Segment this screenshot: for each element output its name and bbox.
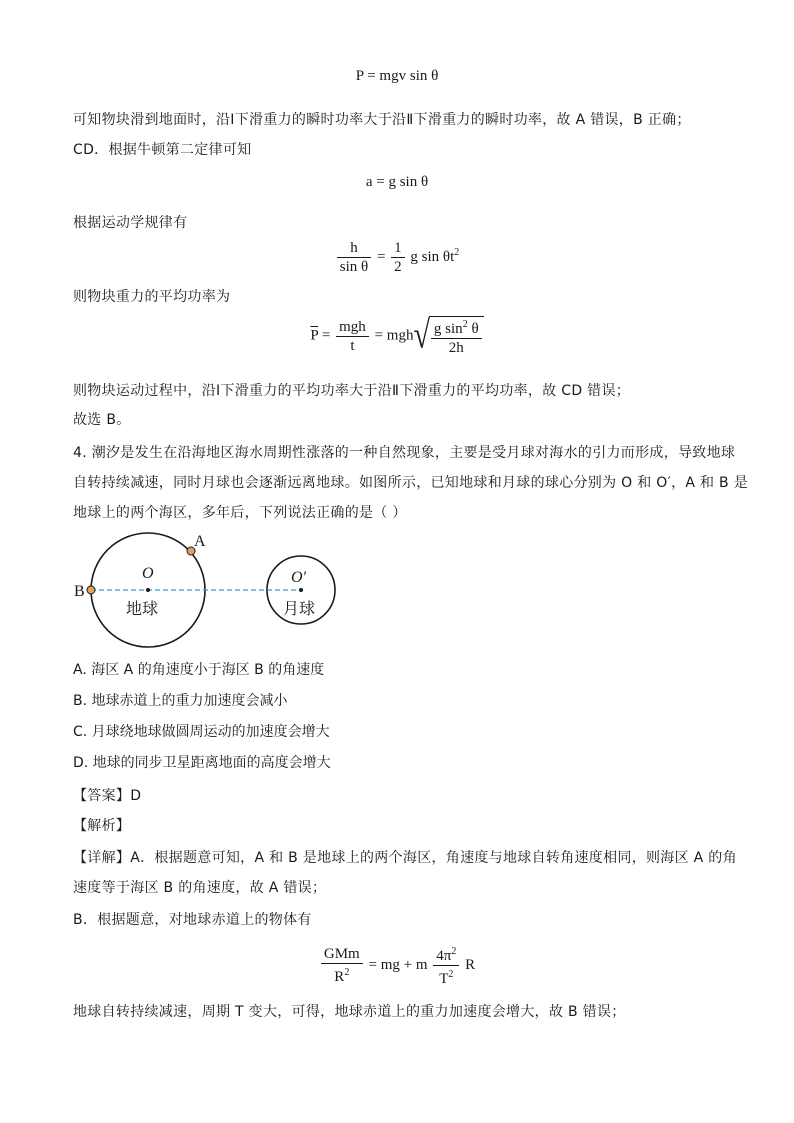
option-c: C. 月球绕地球做圆周运动的加速度会增大 xyxy=(73,724,330,740)
sea-area-b-marker xyxy=(87,586,95,594)
detail-line: 速度等于海区 B 的角速度，故 A 错误； xyxy=(73,880,327,896)
label-a: A xyxy=(194,533,206,550)
paragraph-line: 根据运动学规律有 xyxy=(73,215,188,231)
label-b: B xyxy=(74,583,85,600)
moon-center-dot xyxy=(299,588,303,592)
detail-line: 【详解】A．根据题意可知，A 和 B 是地球上的两个海区，角速度与地球自转角速度相同，则海区 A 的角 xyxy=(73,850,737,866)
equation-acceleration: a = g sin θ xyxy=(365,174,429,190)
option-b: B. 地球赤道上的重力加速度会减小 xyxy=(73,693,288,709)
option-d: D. 地球的同步卫星距离地面的高度会增大 xyxy=(73,755,331,771)
analysis-heading: 【解析】 xyxy=(73,818,131,834)
earth-center-dot xyxy=(146,588,150,592)
earth-moon-diagram xyxy=(66,528,356,653)
label-o-prime: O′ xyxy=(291,569,307,586)
equation-power: P = mgv sin θ xyxy=(355,68,439,84)
detail-line: 地球自转持续减速，周期 T 变大，可得，地球赤道上的重力加速度会增大，故 B 错误； xyxy=(73,1004,626,1020)
question-4-line: 地球上的两个海区，多年后，下列说法正确的是（ ） xyxy=(73,505,407,521)
question-4-line: 自转持续减速，同时月球也会逐渐远离地球。如图所示，已知地球和月球的球心分别为 O 和 O′，A 和 B 是 xyxy=(73,475,748,491)
equation-average-power: $\overline{P}$ = $\frac{\text{mgh}}{t}$ = mgh√ $\frac{g \sin^2 \theta}{2h}$ xyxy=(0,316,794,356)
label-earth: 地球 xyxy=(126,599,159,618)
equation-kinematics: $\frac{h}{\text{sin θ}}$ = $\frac{1}{2}$ g $\sin \theta t^2$ xyxy=(0,240,794,275)
paragraph-line: CD．根据牛顿第二定律可知 xyxy=(73,142,252,158)
paragraph-line: 则物块重力的平均功率为 xyxy=(73,289,231,305)
question-4-line: 4. 潮汐是发生在沿海地区海水周期性涨落的一种自然现象，主要是受月球对海水的引力而形成，导致地球 xyxy=(73,445,736,461)
paragraph-line: 故选 B。 xyxy=(73,412,131,428)
paragraph-line: 则物块运动过程中，沿Ⅰ下滑重力的平均功率大于沿Ⅱ下滑重力的平均功率，故 CD 错误； xyxy=(73,383,631,399)
equation-gravity: $\frac{\text{GMm}}{R^2}$ = mg + m $\frac{4\pi^2}{T^2}$ R xyxy=(0,944,794,987)
option-a: A. 海区 A 的角速度小于海区 B 的角速度 xyxy=(73,662,325,678)
answer-line: 【答案】D xyxy=(73,788,142,804)
label-o: O xyxy=(142,565,154,582)
label-moon: 月球 xyxy=(283,599,316,618)
paragraph-line: 可知物块滑到地面时，沿Ⅰ下滑重力的瞬时功率大于沿Ⅱ下滑重力的瞬时功率，故 A 错误，B 正确； xyxy=(73,112,691,128)
detail-line: B．根据题意，对地球赤道上的物体有 xyxy=(73,912,312,928)
